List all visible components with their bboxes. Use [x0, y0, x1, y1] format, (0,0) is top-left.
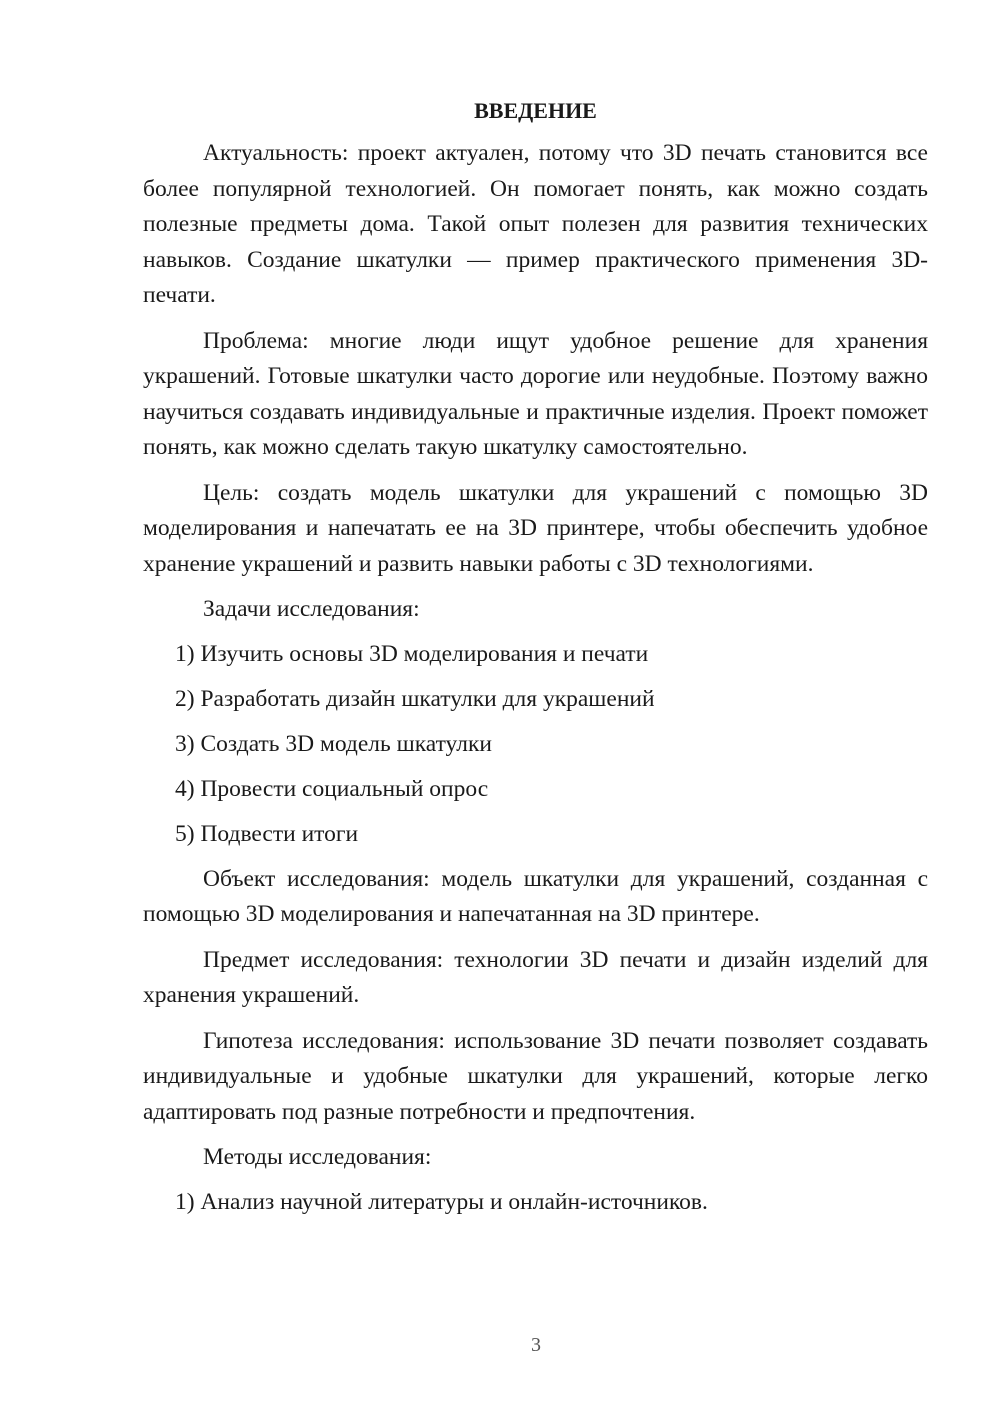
paragraph-problem: Проблема: многие люди ищут удобное решение для хранения украшений. Готовые шкатулки часто дорогие или неудобные. Поэтому важно научиться создавать индивидуальные и практичные изделия. Проект поможет понять, как можно сделать такую шкатулку самостоятельно. [143, 327, 928, 460]
list-item: 3) Создать 3D модель шкатулки [175, 730, 492, 757]
paragraph-relevance: Актуальность: проект актуален, потому что 3D печать становится все более популярной технологией. Он помогает понять, как можно создать полезные предметы дома. Такой опыт полезен для развития технических навыков. Создание шкатулки — пример практического применения 3D-печати. [143, 140, 928, 308]
list-item: 4) Провести социальный опрос [175, 775, 489, 802]
page-content [143, 96, 928, 1230]
list-item: 5) Подвести итоги [175, 820, 359, 847]
methods-heading: Методы исследования: [203, 1144, 432, 1170]
list-item: 1) Изучить основы 3D моделирования и печати [175, 640, 649, 667]
list-item: 2) Разработать дизайн шкатулки для украшений [175, 685, 655, 712]
page-number: 3 [531, 1334, 541, 1356]
section-title: ВВЕДЕНИЕ [474, 98, 597, 123]
paragraph-hypothesis: Гипотеза исследования: использование 3D печати позволяет создавать индивидуальные и удобные шкатулки для украшений, которые легко адаптировать под разные потребности и предпочтения. [143, 1027, 928, 1125]
list-item: 1) Анализ научной литературы и онлайн-источников. [175, 1188, 708, 1215]
paragraph-goal: Цель: создать модель шкатулки для украшений с помощью 3D моделирования и напечатать ее на 3D принтере, чтобы обеспечить удобное хранение украшений и развить навыки работы с 3D технологиями. [143, 479, 928, 577]
tasks-heading: Задачи исследования: [203, 596, 420, 622]
tasks-list [143, 637, 928, 853]
methods-list [143, 1185, 928, 1221]
paragraph-object: Объект исследования: модель шкатулки для украшений, созданная с помощью 3D моделирования и напечатанная на 3D принтере. [143, 865, 928, 927]
paragraph-subject: Предмет исследования: технологии 3D печати и дизайн изделий для хранения украшений. [143, 946, 928, 1008]
